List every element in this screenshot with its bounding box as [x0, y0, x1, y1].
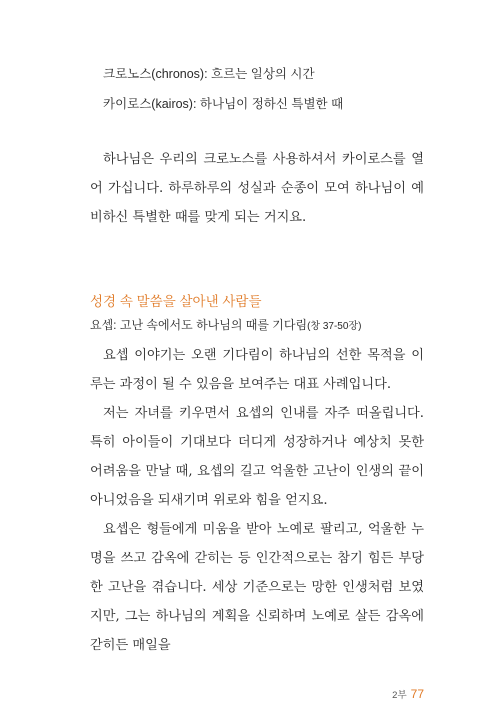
- definition-chronos: 크로노스(chronos): 흐르는 일상의 시간: [103, 67, 315, 81]
- page-footer: [392, 685, 424, 703]
- definition-kairos: 카이로스(kairos): 하나님이 정하신 특별한 때: [103, 97, 344, 111]
- page-number: 77: [410, 687, 424, 701]
- section-subtitle-text: 요셉: 고난 속에서도 하나님의 때를 기다림: [90, 318, 308, 332]
- section-title: 성경 속 말씀을 살아낸 사람들: [90, 294, 262, 309]
- part-label: 2부: [392, 690, 407, 701]
- section-subtitle: [90, 316, 361, 333]
- body-paragraph: 요셉 이야기는 오랜 기다림이 하나님의 선한 목적을 이루는 과정이 될 수 있음을 보여주는 대표 사례입니다.: [90, 348, 424, 392]
- body-paragraph: 저는 자녀를 키우면서 요셉의 인내를 자주 떠올립니다. 특히 아이들이 기대보다 더디게 성장하거나 예상치 못한 어려움을 만날 때, 요셉의 길고 억울한 고난이 인생의 끝이 아니었음을 되새기며 위로와 힘을 얻지요.: [90, 406, 424, 508]
- body-paragraph: 하나님은 우리의 크로노스를 사용하셔서 카이로스를 열어 가십니다. 하루하루의 성실과 순종이 모여 하나님이 예비하신 특별한 때를 맞게 되는 거지요.: [90, 152, 424, 225]
- body-paragraph: 요셉은 형들에게 미움을 받아 노예로 팔리고, 억울한 누명을 쓰고 감옥에 갇히는 등 인간적으로는 참기 힘든 부당한 고난을 겪습니다. 세상 기준으로는 망한 인생처럼 보였지만, 그는 하나님의 계획을 신뢰하며 노예로 살든 감옥에 갇히든 매일을: [90, 522, 424, 653]
- scripture-reference: (창 37-50장): [307, 321, 362, 332]
